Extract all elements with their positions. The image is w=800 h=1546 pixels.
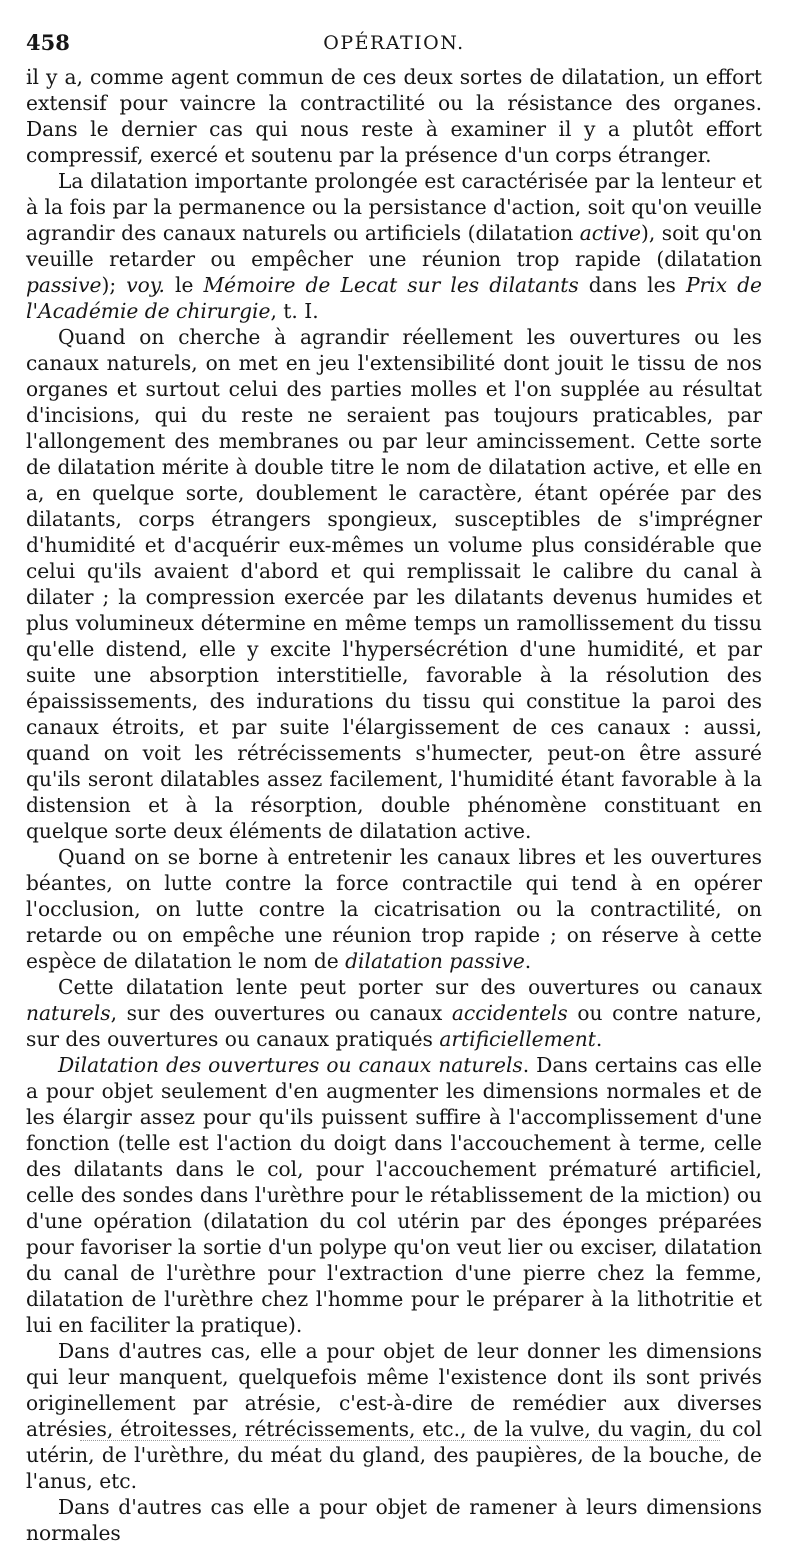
italic-text: voy. — [126, 273, 165, 297]
italic-text: accidentels — [451, 1001, 568, 1025]
italic-text: Prix de l'Académie de chirurgie — [26, 273, 762, 323]
text-run: Dans d'autres cas elle a pour objet de ramener à leurs dimensions normales — [26, 1495, 762, 1545]
paragraph — [26, 1338, 762, 1494]
paragraph — [26, 844, 762, 974]
text-run: . Dans certains cas elle a pour objet seulement d'en augmenter les dimensions normales et de les élargir assez pour qu'ils puissent suffire à l'accomplissement d'une fonction (telle est l'action du doigt dans l'accouchement à terme, celle des dilatants dans le col, pour l'accouchement prématuré artificiel, celle des sondes dans l'urèthre pour le rétablissement de la miction) ou d'une opération (dilatation du col utérin par des éponges préparées pour favoriser la sortie d'un polype qu'on veut lier ou exciser, dilatation du canal de l'urèthre pour l'extraction d'une pierre chez la femme, dilatation de l'urèthre chez l'homme pour le préparer à la lithotritie et lui en faciliter la pratique). — [26, 1053, 762, 1337]
italic-text: Mémoire de Lecat sur les dilatants — [203, 273, 579, 297]
text-run: Quand on se borne à entretenir les canaux libres et les ouvertures béantes, on lutte contre la force contractile qui tend à en opérer l'occlusion, on lutte contre la cicatrisation ou la contractilité, on retarde ou on empêche une réunion trop rapide ; on réserve à cette espèce de dilatation le nom de — [26, 845, 762, 973]
italic-text: artificiellement — [439, 1027, 596, 1051]
text-run: ou contre nature, sur des ouvertures ou canaux pratiqués — [26, 1001, 762, 1051]
paragraph — [26, 1494, 762, 1546]
paragraph — [26, 324, 762, 844]
text-run: ), soit qu'on veuille retarder ou empêcher une réunion trop rapide (dilatation — [26, 221, 762, 271]
paragraph — [26, 168, 762, 324]
italic-text: passive — [26, 273, 102, 297]
text-run: . — [595, 1027, 603, 1051]
text-run: Cette dilatation lente peut porter sur des ouvertures ou canaux — [58, 975, 762, 999]
text-run: le — [164, 273, 204, 297]
text-run: il y a, comme agent commun de ces deux sortes de dilatation, un effort extensif pour vaincre la contractilité ou la résistance des organes. Dans le dernier cas qui nous reste à examiner il y a plutôt effort compressif, exercé et soutenu par la présence d'un corps étranger. — [26, 65, 762, 167]
text-run: La dilatation importante prolongée est caractérisée par la lenteur et à la fois par la permanence ou la persistance d'action, soit qu'on veuille agrandir des canaux naturels ou artificiels (dilatation — [26, 169, 762, 245]
text-run: ); — [101, 273, 127, 297]
italic-text: active — [579, 221, 641, 245]
book-page — [26, 28, 762, 1546]
italic-text: Dilatation des ouvertures ou canaux naturels — [58, 1053, 523, 1077]
paragraph — [26, 64, 762, 168]
running-title: OPÉRATION. — [323, 32, 465, 54]
text-run: Quand on cherche à agrandir réellement les ouvertures ou les canaux naturels, on met en jeu l'extensibilité dont jouit le tissu de nos organes et surtout celui des parties molles et l'on supplée au résultat d'incisions, qui du reste ne seraient pas toujours praticables, par l'allongement des membranes ou par leur amincissement. Cette sorte de dilatation mérite à double titre le nom de dilatation active, et elle en a, en quelque sorte, doublement le caractère, étant opérée par des dilatants, corps étrangers spongieux, susceptibles de s'imprégner d'humidité et d'acquérir eux-mêmes un volume plus considérable que celui qu'ils avaient d'abord et qui remplissait le calibre du canal à dilater ; la compression exercée par les dilatants devenus humides et plus volumineux détermine en même temps un ramollissement du tissu qu'elle distend, elle y excite l'hypersécrétion d'une humidité, et par suite une absorption interstitielle, favorable à la résolution des épaississements, des indurations du tissu qui constitue la paroi des canaux étroits, et par suite l'élargissement de ces canaux : aussi, quand on voit les rétrécissements s'humecter, peut-on être assuré qu'ils seront dilatables assez facilement, l'humidité étant favorable à la distension et à la résorption, double phénomène constituant en quelque sorte deux éléments de dilatation active. — [26, 325, 762, 843]
page-header — [26, 28, 762, 58]
paragraph — [26, 1052, 762, 1338]
text-run: , t. I. — [270, 299, 319, 323]
italic-text: naturels — [26, 1001, 111, 1025]
italic-text: dilatation passive — [345, 949, 525, 973]
paragraph — [26, 974, 762, 1052]
text-run: , sur des ouvertures ou canaux — [110, 1001, 452, 1025]
page-number: 458 — [26, 30, 70, 55]
footer-dotted-rule — [80, 1440, 720, 1441]
text-run: Dans d'autres cas, elle a pour objet de leur donner les dimensions qui leur manquent, quelquefois même l'existence dont ils sont privés originellement par atrésie, c'est-à-dire de remédier aux diverses atrésies, étroitesses, rétrécissements, etc., de la vulve, du vagin, du col utérin, de l'urèthre, du méat du gland, des paupières, de la bouche, de l'anus, etc. — [26, 1339, 762, 1493]
text-run: . — [524, 949, 532, 973]
text-run: dans les — [578, 273, 686, 297]
body-text — [26, 64, 762, 1546]
